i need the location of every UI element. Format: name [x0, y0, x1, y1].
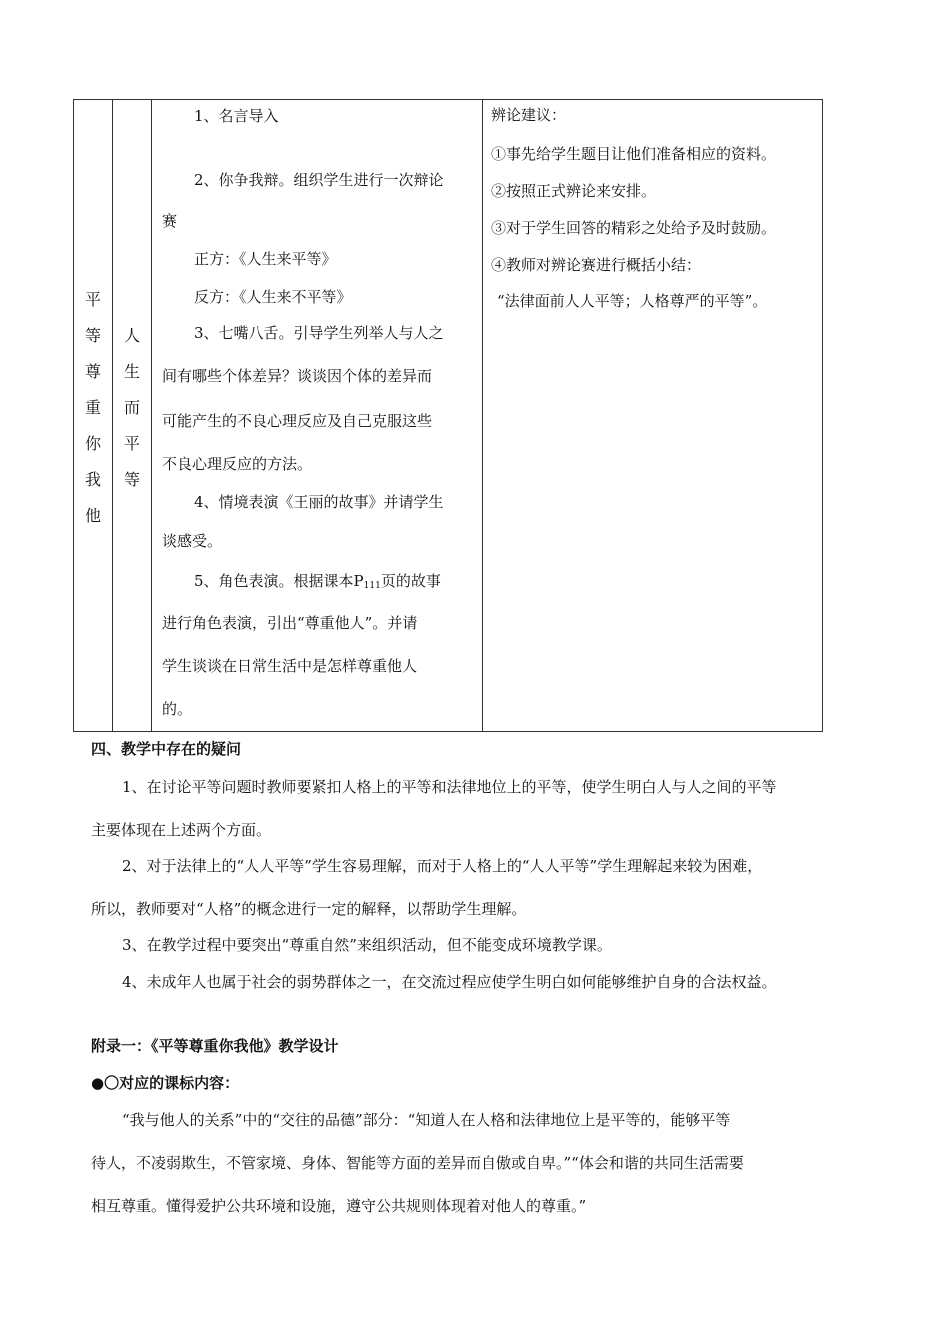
paragraph-line: 4、未成年人也属于社会的弱势群体之一，在交流过程应使学生明白如何能够维护自身的合法权益。: [122, 973, 777, 991]
activity-line: [194, 570, 510, 591]
suggestion-line: 辨论建议：: [491, 106, 567, 124]
activity-line: 不良心理反应的方法。: [162, 455, 313, 473]
topic-char: 重: [84, 398, 101, 417]
subtopic-char: 等: [123, 470, 140, 489]
column-divider: [482, 100, 483, 731]
subtopic-char: 人: [123, 326, 140, 345]
activity-line: 的。: [162, 700, 193, 718]
topic-column: [74, 282, 112, 534]
activity-line: 2、你争我辩。组织学生进行一次辩论: [194, 171, 444, 189]
paragraph-line: 1、在讨论平等问题时教师要紧扣人格上的平等和法律地位上的平等，使学生明白人与人之间的平等: [122, 778, 777, 796]
activity-line: 1、名言导入: [194, 107, 279, 125]
paragraph-line: 2、对于法律上的“人人平等”学生容易理解，而对于人格上的“人人平等”学生理解起来较为困难，: [122, 857, 763, 875]
section-heading: 四、教学中存在的疑问: [91, 740, 242, 758]
activity-line: 间有哪些个体差异？谈谈因个体的差异而: [162, 367, 433, 385]
page-ref: P: [353, 572, 364, 590]
topic-char: 你: [84, 434, 101, 453]
activity-line: 学生谈谈在日常生活中是怎样尊重他人: [162, 657, 418, 675]
lesson-table: [73, 99, 823, 732]
paragraph-line: “我与他人的关系”中的“交往的品德”部分：“知道人在人格和法律地位上是平等的，能够平等: [122, 1111, 731, 1129]
activity-line: 正方：《人生来平等》: [194, 250, 337, 268]
activity-line: 4、情境表演《王丽的故事》并请学生: [194, 493, 444, 511]
subtopic-char: 平: [123, 434, 140, 453]
activity-line: 赛: [162, 212, 178, 230]
subtopic-char: 而: [123, 398, 140, 417]
paragraph-line: 所以，教师要对“人格”的概念进行一定的解释，以帮助学生理解。: [91, 900, 527, 918]
paragraph-line: 相互尊重。懂得爱护公共环境和设施，遵守公共规则体现着对他人的尊重。”: [91, 1197, 587, 1215]
activity-line: 进行角色表演，引出“尊重他人”。并请: [162, 614, 418, 632]
appendix-title: 附录一：《平等尊重你我他》教学设计: [91, 1037, 339, 1055]
subtopic-column: [113, 318, 151, 498]
appendix-subheading: ●〇对应的课标内容：: [91, 1074, 240, 1092]
page-ref-number: 111: [363, 581, 381, 591]
suggestion-line: ②按照正式辨论来安排。: [491, 182, 657, 200]
activity-line: 可能产生的不良心理反应及自己克服这些: [162, 412, 433, 430]
suggestion-line: ①事先给学生题目让他们准备相应的资料。: [491, 145, 777, 163]
activity-text: 页的故事: [380, 572, 441, 590]
topic-char: 他: [84, 506, 101, 525]
suggestion-line: ③对于学生回答的精彩之处给予及时鼓励。: [491, 219, 777, 237]
column-divider: [151, 100, 152, 731]
topic-char: 等: [84, 326, 101, 345]
activity-line: 3、七嘴八舌。引导学生列举人与人之: [194, 324, 444, 342]
subtopic-char: 生: [123, 362, 140, 381]
suggestion-line: ④教师对辨论赛进行概括小结：: [491, 256, 702, 274]
activity-line: 谈感受。: [162, 532, 223, 550]
topic-char: 我: [84, 470, 101, 489]
paragraph-line: 主要体现在上述两个方面。: [91, 821, 272, 839]
paragraph-line: 3、在教学过程中要突出“尊重自然”来组织活动，但不能变成环境教学课。: [122, 936, 612, 954]
suggestion-line: “法律面前人人平等；人格尊严的平等”。: [497, 292, 768, 310]
activity-text: 5、角色表演。根据课本: [194, 572, 354, 590]
paragraph-line: 待人，不凌弱欺生，不管家境、身体、智能等方面的差异而自傲或自卑。”“体会和谐的共同生活需要: [91, 1154, 744, 1172]
activity-line: 反方：《人生来不平等》: [194, 288, 352, 306]
topic-char: 平: [84, 290, 101, 309]
topic-char: 尊: [84, 362, 101, 381]
